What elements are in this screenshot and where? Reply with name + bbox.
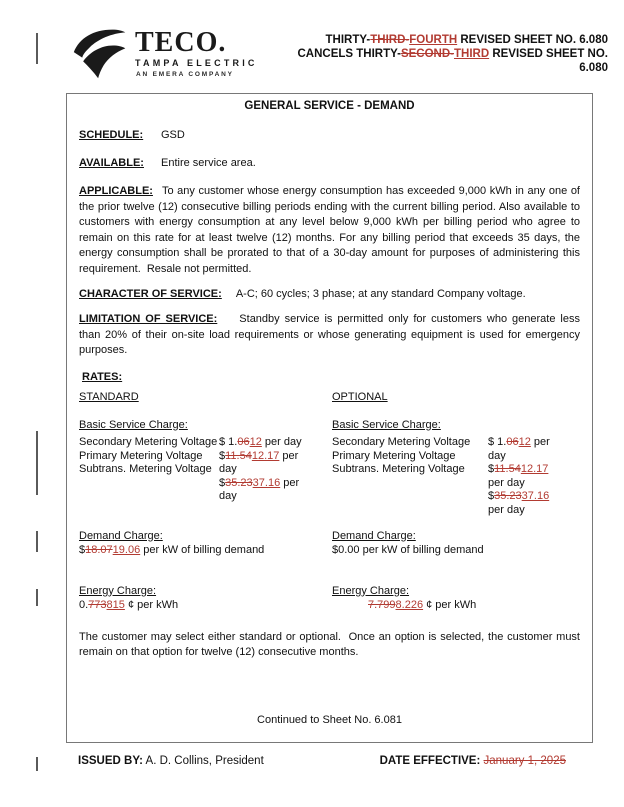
rate-value: $ 1.0612 per day bbox=[488, 436, 550, 462]
revision-bar bbox=[36, 589, 38, 606]
demand-charge-value: $0.00 per kW of billing demand bbox=[332, 543, 484, 556]
option-selection-note: The customer may select either standard or optional. Once an option is selected, the customer must remain on that option for twelve (12) consecutive months. bbox=[79, 630, 580, 658]
limitation-text: Standby service is permitted only for customers who generate less than 20% of their on-site load requirements or whose generating equipment is used for emergency purposes. bbox=[79, 313, 580, 356]
standard-column-heading: STANDARD bbox=[79, 390, 139, 403]
issued-by-value: A. D. Collins, President bbox=[145, 755, 264, 767]
energy-charge-value: 0.773815 ¢ per kWh bbox=[79, 598, 179, 611]
standard-basic-service-block bbox=[79, 419, 332, 529]
schedule-label: SCHEDULE: bbox=[79, 129, 144, 141]
issued-by-label: ISSUED BY: bbox=[78, 755, 143, 767]
revision-bar bbox=[36, 33, 38, 64]
logo-subtitle: TAMPA ELECTRIC bbox=[135, 58, 258, 68]
teco-logo-swoosh-icon bbox=[71, 26, 129, 80]
footer bbox=[0, 755, 624, 767]
limitation-paragraph bbox=[79, 312, 580, 359]
logo-company-name: TECO. bbox=[135, 27, 227, 58]
continued-to-sheet-note: Continued to Sheet No. 6.081 bbox=[257, 714, 402, 726]
schedule-value: GSD bbox=[161, 129, 185, 141]
metering-voltage-rates bbox=[219, 436, 325, 504]
date-effective-label: DATE EFFECTIVE: bbox=[379, 755, 481, 767]
standard-demand-charge-block: Demand Charge: $18.0719.06 per kW of billing demand bbox=[79, 529, 332, 584]
metering-voltage-labels: Secondary Metering Voltage Primary Metering Voltage Subtrans. Metering Voltage bbox=[79, 436, 218, 475]
teco-logo-text bbox=[135, 27, 258, 78]
issued-by bbox=[78, 755, 264, 767]
applicable-paragraph bbox=[79, 184, 580, 277]
sheet-revision-line3: 6.080 bbox=[579, 62, 608, 74]
basic-service-charge-heading: Basic Service Charge: bbox=[332, 418, 441, 431]
optional-column-heading: OPTIONAL bbox=[332, 390, 388, 403]
optional-energy-charge-block: Energy Charge: 7.7998.226 ¢ per kWh bbox=[332, 584, 580, 612]
rate-value: $11.5412.17 per day bbox=[219, 449, 299, 475]
character-of-service-label: CHARACTER OF SERVICE: bbox=[79, 288, 222, 300]
rates-table bbox=[79, 391, 580, 612]
available-value: Entire service area. bbox=[161, 157, 256, 169]
applicable-text: To any customer whose energy consumption has exceeded 9,000 kWh in any one of the prior twelve (12) consecutive billing periods ending with the current billing period. Also available to customers with energy consumption at any level below 9,000 kWh per billing period who agree to remain on this rate for at least twelve (12) months. For any billing period that exceeds 35 days, the energy consumption shall be prorated to that of a 30-day amount for purposes of administering this requirement. Resale not permitted. bbox=[79, 185, 580, 275]
rate-value: $ 1.0612 per day bbox=[219, 436, 302, 448]
optional-basic-service-block bbox=[332, 419, 580, 529]
metering-voltage-labels: Secondary Metering Voltage Primary Metering Voltage Subtrans. Metering Voltage bbox=[332, 436, 471, 475]
rate-value: $11.5412.17 per day bbox=[488, 463, 549, 489]
available-row bbox=[79, 156, 580, 171]
demand-charge-value: $18.0719.06 per kW of billing demand bbox=[79, 543, 265, 556]
sheet-revision-line1: THIRTY-THIRD-FOURTH REVISED SHEET NO. 6.080 bbox=[325, 34, 608, 46]
rates-heading: RATES: bbox=[82, 370, 123, 383]
revision-bar bbox=[36, 431, 38, 495]
metering-voltage-rates bbox=[488, 436, 580, 517]
page-title: GENERAL SERVICE - DEMAND bbox=[244, 100, 415, 112]
revision-bar bbox=[36, 531, 38, 552]
applicable-label: APPLICABLE: bbox=[79, 185, 153, 197]
logo-tagline: AN EMERA COMPANY bbox=[136, 71, 234, 78]
rate-value: $35.2337.16 per day bbox=[488, 490, 550, 516]
standard-energy-charge-block: Energy Charge: 0.773815 ¢ per kWh bbox=[79, 584, 332, 612]
date-effective-value: January 1, 2025 bbox=[483, 755, 566, 767]
rate-value: $35.2337.16 per day bbox=[219, 476, 300, 502]
character-of-service-value: A-C; 60 cycles; 3 phase; at any standard Company voltage. bbox=[235, 288, 526, 300]
sheet-revision-line2: CANCELS THIRTY-SECOND-THIRD REVISED SHEET NO. bbox=[297, 48, 608, 60]
optional-demand-charge-block: Demand Charge: $0.00 per kW of billing demand bbox=[332, 529, 580, 584]
sheet-revision-info bbox=[248, 33, 608, 75]
character-of-service-row bbox=[79, 287, 580, 302]
available-label: AVAILABLE: bbox=[79, 157, 144, 169]
tariff-body-box bbox=[66, 93, 593, 743]
date-effective bbox=[380, 755, 566, 767]
basic-service-charge-heading: Basic Service Charge: bbox=[79, 418, 188, 431]
energy-charge-value: 7.7998.226 ¢ per kWh bbox=[368, 598, 477, 611]
schedule-row bbox=[79, 128, 580, 143]
limitation-label: LIMITATION OF SERVICE: bbox=[79, 313, 218, 325]
teco-logo bbox=[71, 26, 258, 80]
